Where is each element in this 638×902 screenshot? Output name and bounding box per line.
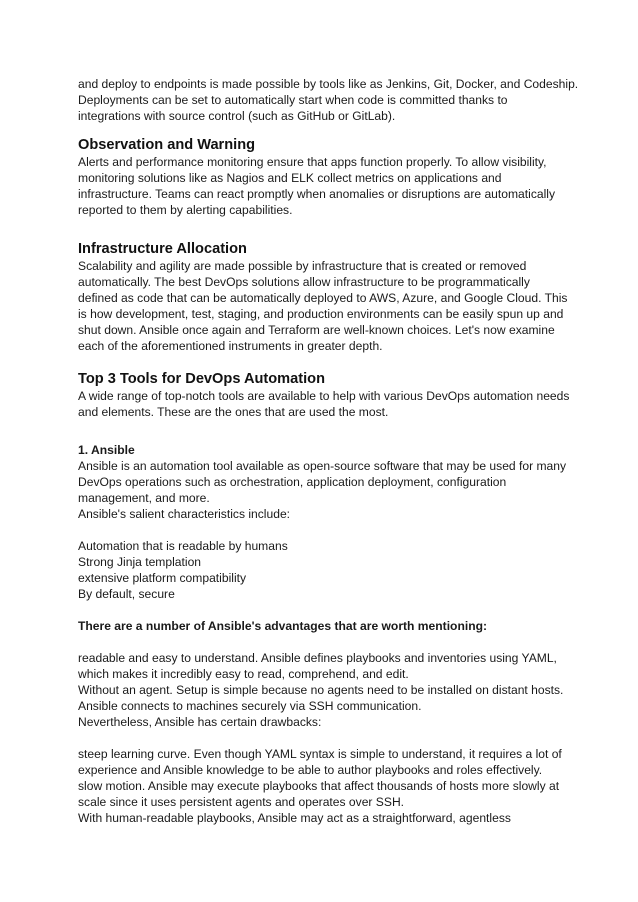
text-line: Nevertheless, Ansible has certain drawbacks: <box>78 715 322 729</box>
text-line: Scalability and agility are made possible by infrastructure that is created or removed <box>78 259 527 273</box>
text-line: Deployments can be set to automatically start when code is committed thanks to <box>78 93 508 107</box>
text-line: With human-readable playbooks, Ansible may act as a straightforward, agentless <box>78 811 511 825</box>
list-item: Strong Jinja templation <box>78 555 202 569</box>
text-line: Without an agent. Setup is simple because no agents need to be installed on distant hosts. <box>78 683 564 697</box>
text-line: infrastructure. Teams can react promptly when anomalies or disruptions are automatically <box>78 187 556 201</box>
text-line: readable and easy to understand. Ansible defines playbooks and inventories using YAML, <box>78 651 557 665</box>
ansible-paragraph <box>78 458 568 522</box>
text-line: DevOps operations such as orchestration, application deployment, configuration <box>78 475 507 489</box>
text-line: scale since it uses persistent agents and operates over SSH. <box>78 795 405 809</box>
list-item: Automation that is readable by humans <box>78 539 288 553</box>
text-line: each of the aforementioned instruments in greater depth. <box>78 339 383 353</box>
advantages-paragraph <box>78 650 568 730</box>
observation-heading: Observation and Warning <box>78 137 256 153</box>
intro-paragraph <box>78 76 579 124</box>
top3-paragraph <box>78 388 568 420</box>
ansible-heading: 1. Ansible <box>78 443 135 457</box>
text-line: defined as code that can be automatically deployed to AWS, Azure, and Google Cloud. This <box>78 291 568 305</box>
infrastructure-paragraph <box>78 258 568 354</box>
text-line: Ansible is an automation tool available as open-source software that may be used for many <box>78 459 567 473</box>
text-line: and deploy to endpoints is made possible by tools like as Jenkins, Git, Docker, and Codeship. <box>78 77 579 91</box>
text-line: monitoring solutions like as Nagios and ELK collect metrics on applications and <box>78 171 502 185</box>
text-line: management, and more. <box>78 491 210 505</box>
text-line: shut down. Ansible once again and Terraform are well-known choices. Let's now examine <box>78 323 555 337</box>
text-line: and elements. These are the ones that are used the most. <box>78 405 389 419</box>
text-line: automatically. The best DevOps solutions allow infrastructure to be programmatically <box>78 275 530 289</box>
text-line: integrations with source control (such as GitHub or GitLab). <box>78 109 396 123</box>
top3-heading: Top 3 Tools for DevOps Automation <box>78 371 326 387</box>
infrastructure-heading: Infrastructure Allocation <box>78 241 247 257</box>
text-line: slow motion. Ansible may execute playbooks that affect thousands of hosts more slowly at <box>78 779 560 793</box>
text-line: is how development, test, staging, and production environments can be easily spun up and <box>78 307 564 321</box>
list-item: extensive platform compatibility <box>78 571 247 585</box>
ansible-features-list <box>78 538 568 602</box>
text-line: Alerts and performance monitoring ensure that apps function properly. To allow visibility, <box>78 155 547 169</box>
text-line: Ansible connects to machines securely via SSH communication. <box>78 699 422 713</box>
text-line: Ansible's salient characteristics include: <box>78 507 291 521</box>
text-line: which makes it incredibly easy to read, comprehend, and edit. <box>78 667 409 681</box>
text-line: experience and Ansible knowledge to be able to author playbooks and roles effectively. <box>78 763 543 777</box>
text-line: A wide range of top-notch tools are available to help with various DevOps automation needs <box>78 389 570 403</box>
document-page <box>78 76 579 826</box>
list-item: By default, secure <box>78 587 175 601</box>
drawbacks-paragraph <box>78 746 568 826</box>
text-line: reported to them by alerting capabilities. <box>78 203 293 217</box>
text-line: steep learning curve. Even though YAML syntax is simple to understand, it requires a lot of <box>78 747 562 761</box>
observation-paragraph <box>78 154 568 218</box>
advantages-heading: There are a number of Ansible's advantages that are worth mentioning: <box>78 619 487 633</box>
